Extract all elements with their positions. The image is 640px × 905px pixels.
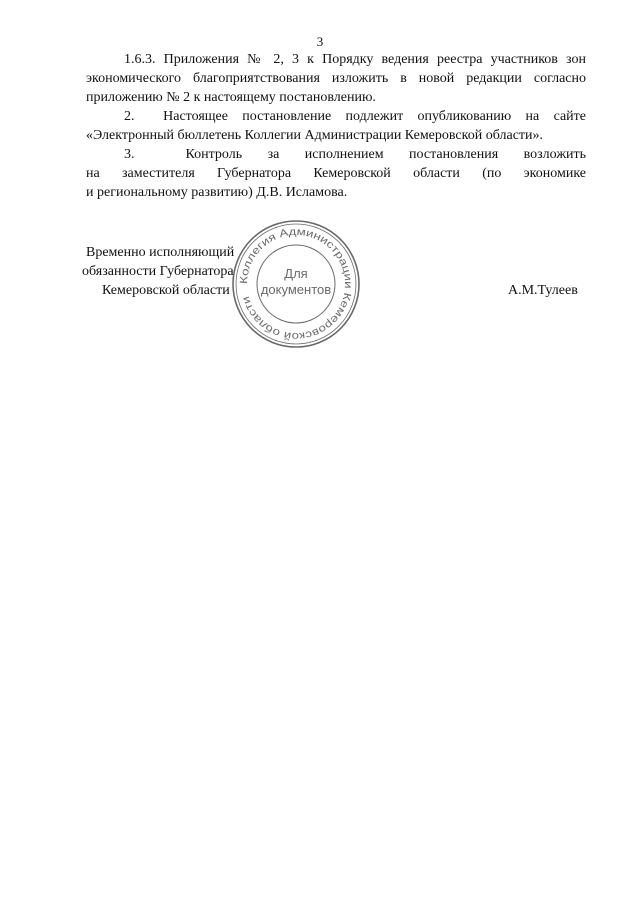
paragraph-3-line-2: на заместителя Губернатора Кемеровской области (по экономике <box>86 166 586 181</box>
paragraph-1-6-3: 1.6.3. Приложения № 2, 3 к Порядку ведения реестра участников зон экономического благоприятствования изложить в новой редакции согласно приложению № 2 к настоящему постановлению. <box>86 52 586 105</box>
seal-ring-text: Коллегия Администрации Кемеровской области <box>237 225 355 343</box>
seal-center-line-1: Для <box>284 266 308 281</box>
page-number: 3 <box>316 34 324 49</box>
seal-graphic <box>230 218 362 350</box>
signature-title-line-1: Временно исполняющий <box>86 245 235 260</box>
official-seal <box>230 218 362 350</box>
paragraph-3 <box>86 145 586 202</box>
signature-title-line-2: обязанности Губернатора <box>82 264 234 279</box>
paragraph-3-line-3: и региональному развитию) Д.В. Исламова. <box>86 185 348 200</box>
signatory-name: А.М.Тулеев <box>508 283 578 298</box>
paragraph-3-line-1: 3. Контроль за исполнением постановления возложить <box>124 147 586 162</box>
paragraph-2: 2. Настоящее постановление подлежит опубликованию на сайте «Электронный бюллетень Коллегии Администрации Кемеровской области». <box>86 109 586 143</box>
signature-title-line-3: Кемеровской области <box>102 283 230 298</box>
seal-center-line-2: документов <box>260 282 332 297</box>
